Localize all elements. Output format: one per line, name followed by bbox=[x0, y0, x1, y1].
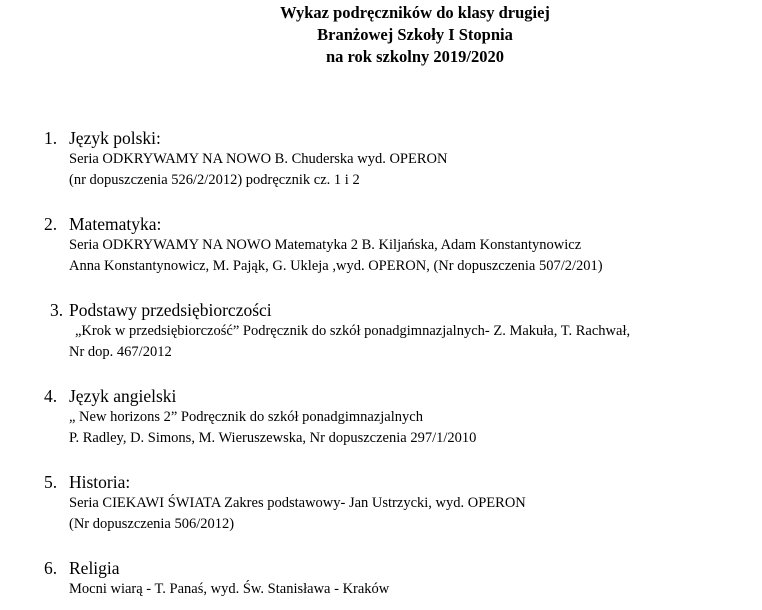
item-detail-line: Seria CIEKAWI ŚWIATA Zakres podstawowy- Jan Ustrzycki, wyd. OPERON bbox=[69, 495, 526, 511]
item-detail-line: Nr dop. 467/2012 bbox=[69, 344, 172, 360]
item-detail-line: „ New horizons 2” Podręcznik do szkół ponadgimnazjalnych bbox=[69, 409, 423, 425]
item-detail-line: P. Radley, D. Simons, M. Wieruszewska, Nr dopuszczenia 297/1/2010 bbox=[69, 430, 477, 446]
list-item-polish bbox=[0, 127, 762, 191]
item-subject: Historia: bbox=[69, 472, 131, 492]
document-header bbox=[0, 2, 762, 68]
item-number: 4. bbox=[44, 386, 58, 406]
item-number: 3. bbox=[50, 300, 64, 320]
item-number: 6. bbox=[44, 558, 58, 578]
list-item-english bbox=[0, 385, 762, 449]
item-subject: Podstawy przedsiębiorczości bbox=[69, 300, 272, 320]
item-subject: Matematyka: bbox=[69, 214, 162, 234]
list-item-entrepreneurship bbox=[0, 299, 762, 363]
item-subject: Język polski: bbox=[69, 128, 161, 148]
item-subject: Język angielski bbox=[69, 386, 177, 406]
item-detail-line: Seria ODKRYWAMY NA NOWO Matematyka 2 B. Kiljańska, Adam Konstantynowicz bbox=[69, 237, 582, 253]
list-item-religion bbox=[0, 557, 762, 600]
list-item-history bbox=[0, 471, 762, 535]
item-subject: Religia bbox=[69, 558, 120, 578]
header-line-1: Wykaz podręczników do klasy drugiej bbox=[280, 3, 550, 22]
list-item-math bbox=[0, 213, 762, 277]
item-detail-line: Anna Konstantynowicz, M. Pająk, G. Ukleja ,wyd. OPERON, (Nr dopuszczenia 507/2/201) bbox=[69, 258, 603, 274]
item-detail-line: Seria ODKRYWAMY NA NOWO B. Chuderska wyd. OPERON bbox=[69, 151, 448, 167]
header-line-3: na rok szkolny 2019/2020 bbox=[325, 47, 505, 66]
item-number: 5. bbox=[44, 472, 58, 492]
item-detail-line: (Nr dopuszczenia 506/2012) bbox=[69, 516, 235, 532]
item-detail-line: (nr dopuszczenia 526/2/2012) podręcznik cz. 1 i 2 bbox=[69, 172, 360, 188]
item-number: 2. bbox=[44, 214, 58, 234]
item-number: 1. bbox=[44, 128, 58, 148]
item-detail-line: Mocni wiarą - T. Panaś, wyd. Św. Stanisława - Kraków bbox=[69, 581, 390, 597]
item-detail-line: „Krok w przedsiębiorczość” Podręcznik do szkół ponadgimnazjalnych- Z. Makuła, T. Rachwał, bbox=[75, 323, 631, 339]
header-line-2: Branżowej Szkoły I Stopnia bbox=[317, 25, 513, 44]
